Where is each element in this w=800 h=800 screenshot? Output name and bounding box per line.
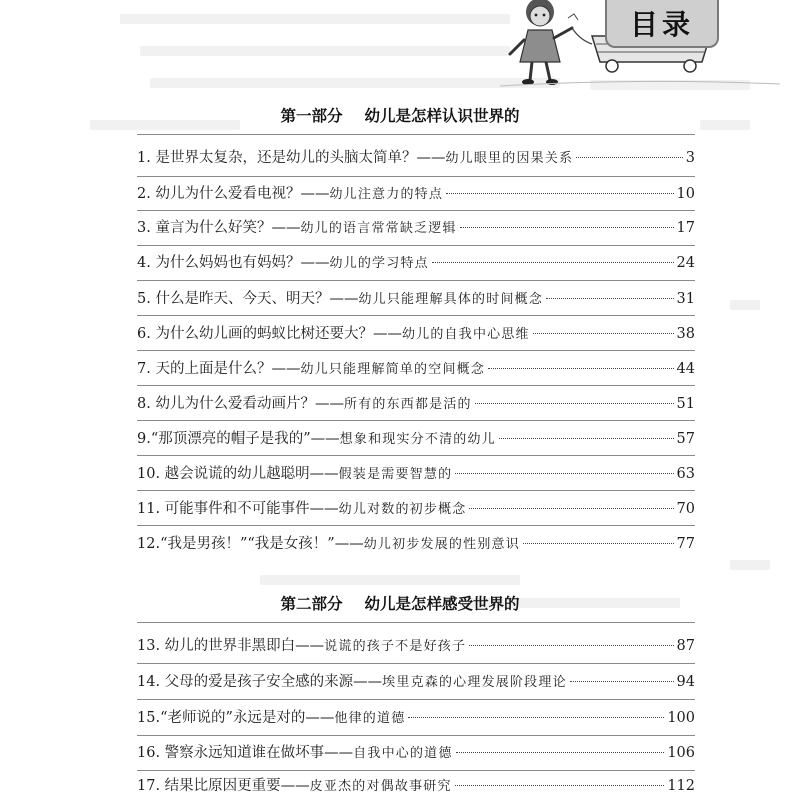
- entry-title: 是世界太复杂，还是幼儿的头脑太简单？——: [155, 150, 446, 166]
- entry-number: 13.: [137, 638, 161, 654]
- entry-divider: [137, 245, 695, 246]
- entry-divider: [137, 385, 695, 386]
- entry-page-number: 51: [676, 396, 695, 412]
- toc-entry-2[interactable]: [137, 182, 695, 208]
- toc-entry-6[interactable]: [137, 322, 695, 348]
- toc-entry-9[interactable]: [137, 427, 695, 453]
- entry-number: 17.: [137, 778, 161, 794]
- entry-divider: [137, 176, 695, 177]
- dot-leader: [456, 752, 665, 753]
- dot-leader: [469, 508, 673, 509]
- entry-page-number: 77: [676, 536, 695, 552]
- entry-number: 14.: [137, 674, 161, 690]
- entry-number: 11.: [137, 501, 161, 517]
- toc-entry-8[interactable]: [137, 392, 695, 418]
- entry-title: 为什么幼儿画的蚂蚁比树还要大？——: [155, 326, 402, 342]
- entry-title: 可能事件和不可能事件——: [164, 501, 339, 517]
- entry-title: 幼儿的世界非黑即白——: [164, 638, 325, 654]
- entry-divider: [137, 525, 695, 526]
- toc-title-banner: [605, 0, 719, 48]
- toc-entry-3[interactable]: [137, 216, 695, 242]
- section-part-label: 第二部分: [280, 595, 343, 613]
- toc-entry-10[interactable]: [137, 462, 695, 488]
- toc-entry-11[interactable]: [137, 497, 695, 523]
- entry-title: “那顶漂亮的帽子是我的”——: [150, 431, 340, 447]
- entry-page-number: 100: [667, 710, 695, 726]
- entry-divider: [137, 455, 695, 456]
- entry-title: 幼儿为什么爱看电视？——: [155, 186, 330, 202]
- entry-page-number: 3: [685, 150, 695, 166]
- entry-subtitle: 埃里克森的心理发展阶段理论: [382, 675, 567, 690]
- entry-title: 结果比原因更重要——: [164, 778, 310, 794]
- entry-title: 越会说谎的幼儿越聪明——: [164, 466, 339, 482]
- toc-entry-4[interactable]: [137, 251, 695, 277]
- entry-subtitle: 幼儿初步发展的性别意识: [363, 537, 520, 552]
- entry-title: “我是男孩！”“我是女孩！”——: [160, 536, 364, 552]
- entry-divider: [137, 350, 695, 351]
- entry-divider: [137, 210, 695, 211]
- dot-leader: [455, 785, 665, 786]
- dot-leader: [488, 368, 673, 369]
- toc-entry-17[interactable]: [137, 774, 695, 800]
- dot-leader: [523, 543, 674, 544]
- toc-entry-1[interactable]: [137, 146, 695, 172]
- dot-leader: [533, 333, 674, 334]
- entry-subtitle: 假装是需要智慧的: [338, 467, 453, 482]
- entry-title: 幼儿为什么爱看动画片？——: [155, 396, 344, 412]
- entry-page-number: 31: [676, 291, 695, 307]
- dot-leader: [460, 227, 674, 228]
- entry-number: 16.: [137, 745, 161, 761]
- entry-title: 为什么妈妈也有妈妈？——: [155, 255, 330, 271]
- entry-title: 童言为什么好笑？——: [155, 220, 301, 236]
- entry-title: 天的上面是什么？——: [155, 361, 301, 377]
- entry-subtitle: 幼儿只能理解简单的空间概念: [300, 362, 486, 377]
- dot-leader: [469, 645, 673, 646]
- entry-number: 15.: [137, 710, 161, 726]
- entry-subtitle: 说谎的孩子不是好孩子: [324, 639, 467, 654]
- entry-page-number: 17: [676, 220, 695, 236]
- entry-divider: [137, 490, 695, 491]
- entry-page-number: 44: [676, 361, 695, 377]
- entry-number: 12.: [137, 536, 161, 552]
- section-title: 幼儿是怎样认识世界的: [364, 107, 520, 125]
- entry-number: 5.: [137, 291, 151, 307]
- entry-subtitle: 幼儿的语言常常缺乏逻辑: [300, 221, 457, 236]
- entry-subtitle: 皮亚杰的对偶故事研究: [309, 779, 452, 794]
- toc-entry-15[interactable]: [137, 706, 695, 732]
- entry-title: 父母的爱是孩子安全感的来源——: [164, 674, 383, 690]
- entry-divider: [137, 663, 695, 664]
- entry-subtitle: 幼儿的自我中心思维: [401, 327, 530, 342]
- entry-title: 警察永远知道谁在做坏事——: [164, 745, 354, 761]
- entry-number: 2.: [137, 186, 151, 202]
- entry-number: 1.: [137, 150, 151, 166]
- dot-leader: [570, 681, 674, 682]
- entry-number: 9.: [137, 431, 151, 447]
- toc-entry-14[interactable]: [137, 670, 695, 696]
- entry-subtitle: 幼儿注意力的特点: [329, 187, 444, 202]
- entry-subtitle: 自我中心的道德: [353, 746, 453, 761]
- entry-divider: [137, 699, 695, 700]
- entry-page-number: 38: [676, 326, 695, 342]
- entry-divider: [137, 280, 695, 281]
- entry-page-number: 112: [667, 778, 695, 794]
- dot-leader: [455, 473, 673, 474]
- entry-page-number: 57: [676, 431, 695, 447]
- entry-subtitle: 幼儿眼里的因果关系: [445, 151, 574, 166]
- entry-page-number: 87: [676, 638, 695, 654]
- toc-entry-13[interactable]: [137, 634, 695, 660]
- section-divider: [137, 134, 695, 135]
- dot-leader: [546, 298, 673, 299]
- entry-divider: [137, 315, 695, 316]
- toc-entry-7[interactable]: [137, 357, 695, 383]
- section-heading-1: [0, 104, 800, 126]
- toc-entry-12[interactable]: [137, 532, 695, 558]
- section-divider: [137, 622, 695, 623]
- page-title: 目录: [629, 8, 694, 41]
- entry-number: 6.: [137, 326, 151, 342]
- entry-divider: [137, 735, 695, 736]
- entry-divider: [137, 420, 695, 421]
- dot-leader: [576, 157, 683, 158]
- entry-page-number: 63: [676, 466, 695, 482]
- dot-leader: [446, 193, 673, 194]
- entry-subtitle: 幼儿的学习特点: [329, 256, 429, 271]
- entry-subtitle: 幼儿对数的初步概念: [338, 502, 467, 517]
- entry-subtitle: 所有的东西都是活的: [343, 397, 472, 412]
- entry-page-number: 10: [676, 186, 695, 202]
- dot-leader: [408, 717, 664, 718]
- entry-page-number: 24: [676, 255, 695, 271]
- entry-number: 10.: [137, 466, 161, 482]
- entry-subtitle: 他律的道德: [334, 711, 406, 726]
- toc-entry-16[interactable]: [137, 741, 695, 767]
- entry-number: 7.: [137, 361, 151, 377]
- entry-title: “老师说的”永远是对的——: [160, 710, 335, 726]
- entry-title: 什么是昨天、今天、明天？——: [155, 291, 359, 307]
- dot-leader: [475, 403, 674, 404]
- entry-number: 8.: [137, 396, 151, 412]
- section-part-label: 第一部分: [280, 107, 343, 125]
- dot-leader: [432, 262, 674, 263]
- entry-number: 4.: [137, 255, 151, 271]
- entry-page-number: 106: [667, 745, 695, 761]
- entry-subtitle: 想象和现实分不清的幼儿: [339, 432, 496, 447]
- entry-page-number: 70: [676, 501, 695, 517]
- entry-subtitle: 幼儿只能理解具体的时间概念: [358, 292, 544, 307]
- section-title: 幼儿是怎样感受世界的: [364, 595, 520, 613]
- section-heading-2: [0, 592, 800, 614]
- entry-divider: [137, 770, 695, 771]
- toc-entry-5[interactable]: [137, 287, 695, 313]
- entry-number: 3.: [137, 220, 151, 236]
- entry-page-number: 94: [676, 674, 695, 690]
- dot-leader: [499, 438, 674, 439]
